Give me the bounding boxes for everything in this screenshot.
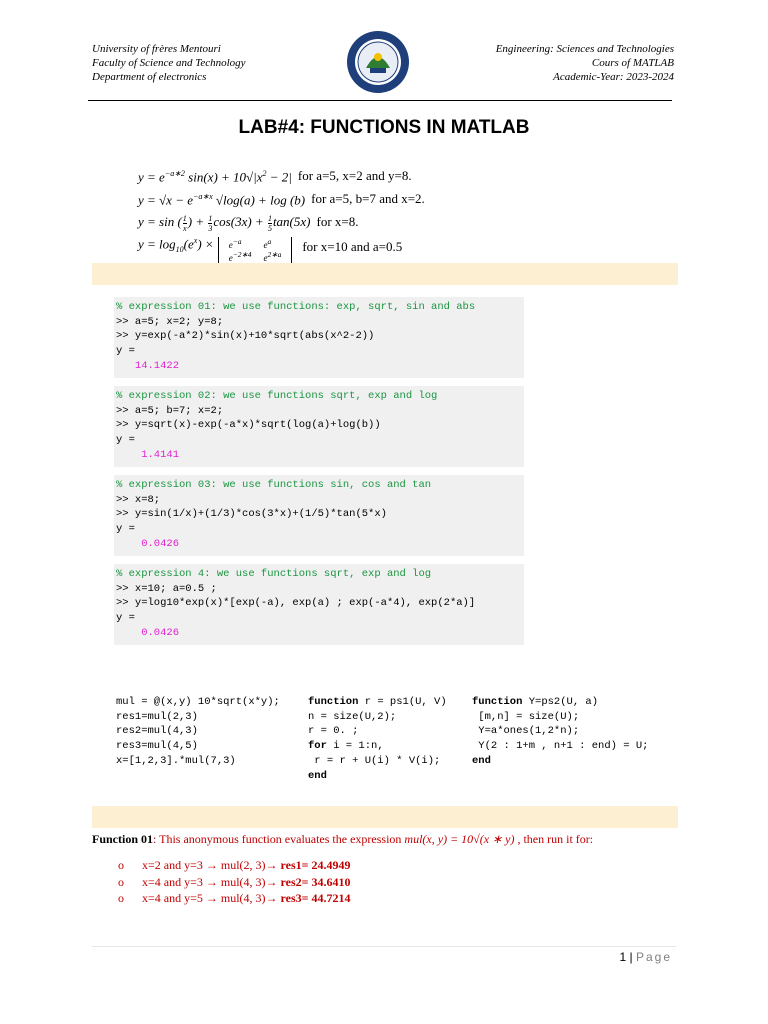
code-block-2 [114,386,524,467]
code-line: >> y=exp(-a*2)*sin(x)+10*sqrt(abs(x^2-2)) [116,330,375,343]
page-number: 1 [619,950,627,964]
page-footer: 1 | Page [619,950,672,964]
code-result: 1.4141 [116,448,180,461]
footer-divider [92,946,676,947]
page-label: Page [635,950,672,964]
bullet-result: res3= 44.7214 [280,891,351,905]
list-item: o x=4 and y=5 → mul(4, 3)→ res3= 44.7214 [118,891,351,905]
academic-year: Academic-Year: 2023-2024 [553,71,674,83]
code-line: y = [116,612,135,625]
function-01-description [92,832,593,847]
code-result: 14.1422 [116,359,180,372]
header-left [92,42,246,84]
code-line: >> a=5; x=2; y=8; [116,315,224,328]
code-comment: % expression 03: we use functions sin, cos and tan [116,479,432,491]
code-line: res1=mul(2,3) [116,710,198,723]
equation-3: y = sin ( $\frac{1}{x}$ ) + $\frac{1}{3}$ cos(3x) + $\frac{1}{5}$ tan(5x) for x=8. [138,210,425,233]
code-line: >> x=8; [116,493,161,506]
keyword: end [472,754,491,767]
code-line: [m,n] = size(U); [472,710,580,723]
function-01-label: Function 01 [92,832,154,846]
code-line: r = r + U(i) * V(i); [308,754,441,767]
function-01-text: : This anonymous function evaluates the expression [153,832,402,846]
code-result: 0.0426 [116,537,180,550]
code-result: 0.0426 [116,626,180,639]
equation-1-condition: for a=5, x=2 and y=8. [297,168,412,183]
equation-2-condition: for a=5, b=7 and x=2. [311,191,425,206]
code-block-3 [114,475,524,556]
university-name: University of frères Mentouri [92,43,221,55]
code-line: y = [116,434,135,447]
faculty-name: Faculty of Science and Technology [92,57,246,69]
code-line: Y=ps2(U, a) [522,696,599,708]
code-line: i = 1:n, [326,740,384,753]
equation-4: $y = \log_{10}(e^x)$ × $e^{-a}$ $e^{-2∗4}$ $e^a$ $e^{2∗a}$ for x=10 and a=0.5 [138,235,403,264]
code-line: mul = @(x,y) 10*sqrt(x*y); [116,696,280,708]
code-line: >> y=sin(1/x)+(1/3)*cos(3*x)+(1/5)*tan(5*x) [116,508,387,521]
keyword: end [308,769,327,782]
code-line: r = 0. ; [308,725,359,738]
keyword: function [472,696,523,708]
code-block-4 [114,564,524,645]
highlight-band-2 [92,806,678,828]
equation-1: $y = e^{-a∗2}$ $\sin(x) + 10√|x^2 - 2|$ for a=5, x=2 and y=8. [138,164,425,187]
code-line: >> y=log10*exp(x)*[exp(-a), exp(a) ; exp(-a*4), exp(2*a)] [116,597,476,610]
code-comment: % expression 4: we use functions sqrt, exp and log [116,568,432,580]
code-line: Y=a*ones(1,2*n); [472,725,580,738]
department-name: Department of electronics [92,71,207,83]
bullet-result: res1= 24.4949 [280,858,351,872]
code-comment: % expression 01: we use functions: exp, sqrt, sin and abs [116,301,476,313]
code-line: res3=mul(4,5) [116,740,198,753]
code-line: >> a=5; b=7; x=2; [116,404,224,417]
list-item: o x=2 and y=3 → mul(2, 3)→ res1= 24.4949 [118,858,351,872]
equation-list [138,164,425,264]
header-divider [88,100,672,101]
bullet-result: res2= 34.6410 [280,875,351,889]
highlight-band-1 [92,263,678,285]
code-line: r = ps1(U, V) [358,696,447,708]
keyword: function [308,696,359,708]
university-logo-icon [346,30,410,94]
code-comment: % expression 02: we use functions sqrt, exp and log [116,390,438,402]
function-01-expression: mul(x, y) = 10√(x ∗ y) [404,832,515,846]
function-01-tail: , then run it for: [517,832,594,846]
list-item: o x=4 and y=3 → mul(4, 3)→ res2= 34.6410 [118,875,351,889]
code-column-mul [116,695,280,769]
bullet-text: x=4 and y=3 → mul(4, 3)→ [142,875,281,889]
page-title: LAB#4: FUNCTIONS IN MATLAB [238,117,530,138]
header-right [496,42,674,84]
code-column-ps2 [472,695,648,769]
code-block-1 [114,297,524,378]
equation-4-condition: for x=10 and a=0.5 [302,238,403,254]
code-line: Y(2 : 1+m , n+1 : end) = U; [472,740,649,753]
bullet-text: x=2 and y=3 → mul(2, 3)→ [142,858,281,872]
code-line: res2=mul(4,3) [116,725,198,738]
code-line: >> y=sqrt(x)-exp(-a*x)*sqrt(log(a)+log(b)) [116,419,381,432]
equation-2: $y = √x - e^{-a∗x}$ √log(a) + log (b) for a=5, b=7 and x=2. [138,187,425,210]
code-line: y = [116,345,135,358]
field-name: Engineering: Sciences and Technologies [495,43,674,55]
code-line: >> x=10; a=0.5 ; [116,582,217,595]
code-column-ps1 [308,695,447,783]
bullet-text: x=4 and y=5 → mul(4, 3)→ [142,891,281,905]
keyword: for [308,740,327,753]
code-line: x=[1,2,3].*mul(7,3) [116,754,236,767]
code-line: n = size(U,2); [308,710,397,723]
course-name: Cours of MATLAB [591,57,674,69]
code-line: y = [116,523,135,536]
equation-3-condition: for x=8. [316,214,359,229]
